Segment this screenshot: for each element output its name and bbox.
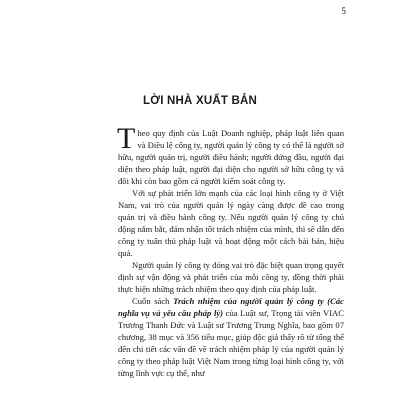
paragraph-2: Với sự phát triển lớn mạnh của các loại hình công ty ở Việt Nam, vai trò của người quản lý ngày càng được đề cao trong quản trị và điều hành công ty. Nếu người quản lý công ty chủ động nắm bắt, đảm nhận tốt trách nhiệm của mình, thì sẽ dẫn đến công ty tuân thủ pháp luật và hoạt động một cách bài bản, hiệu quả. — [118, 188, 344, 258]
book-title: Trách nhiệm của người quản lý công ty (Các nghĩa vụ và yêu cầu pháp lý) — [118, 296, 344, 318]
paragraph-3: Người quản lý công ty đóng vai trò đặc biệt quan trọng quyết định sự vận động và phát triển của mỗi công ty, đồng thời phải thực hiện những trách nhiệm theo quy định của pháp luật. — [118, 260, 344, 294]
paragraph-4 — [118, 295, 344, 379]
page-title: LỜI NHÀ XUẤT BẢN — [143, 95, 257, 107]
paragraph-1 — [117, 122, 344, 187]
body-text — [117, 122, 344, 379]
drop-cap: T — [117, 122, 136, 155]
paragraph-4-rest: của Luật sư, Trọng tài viên VIAC Trương Thanh Đức và Luật sư Trương Trung Nghĩa, bao gồm 07 chương, 38 mục và 356 tiểu mục, giúp độc giả thấy rõ từ tổng thể đến chi tiết các vấn đề về trách nhiệm pháp lý của người quản lý công ty theo pháp luật Việt Nam trong từng loại hình công ty, với từng lĩnh vực cụ thể, như — [118, 308, 344, 378]
paragraph-1-text: heo quy định của Luật Doanh nghiệp, pháp luật liên quan và Điều lệ công ty, người quản lý công ty có thể là người sở hữu, người quản trị, người điều hành; người đứng đầu, người đại diện theo pháp luật, người đại diện cho người sở hữu công ty và đôi khi còn bao gồm cả người kiểm soát công ty. — [118, 128, 344, 186]
paragraph-4-lead: Cuốn sách — [132, 296, 174, 306]
page-number: 5 — [341, 7, 346, 17]
